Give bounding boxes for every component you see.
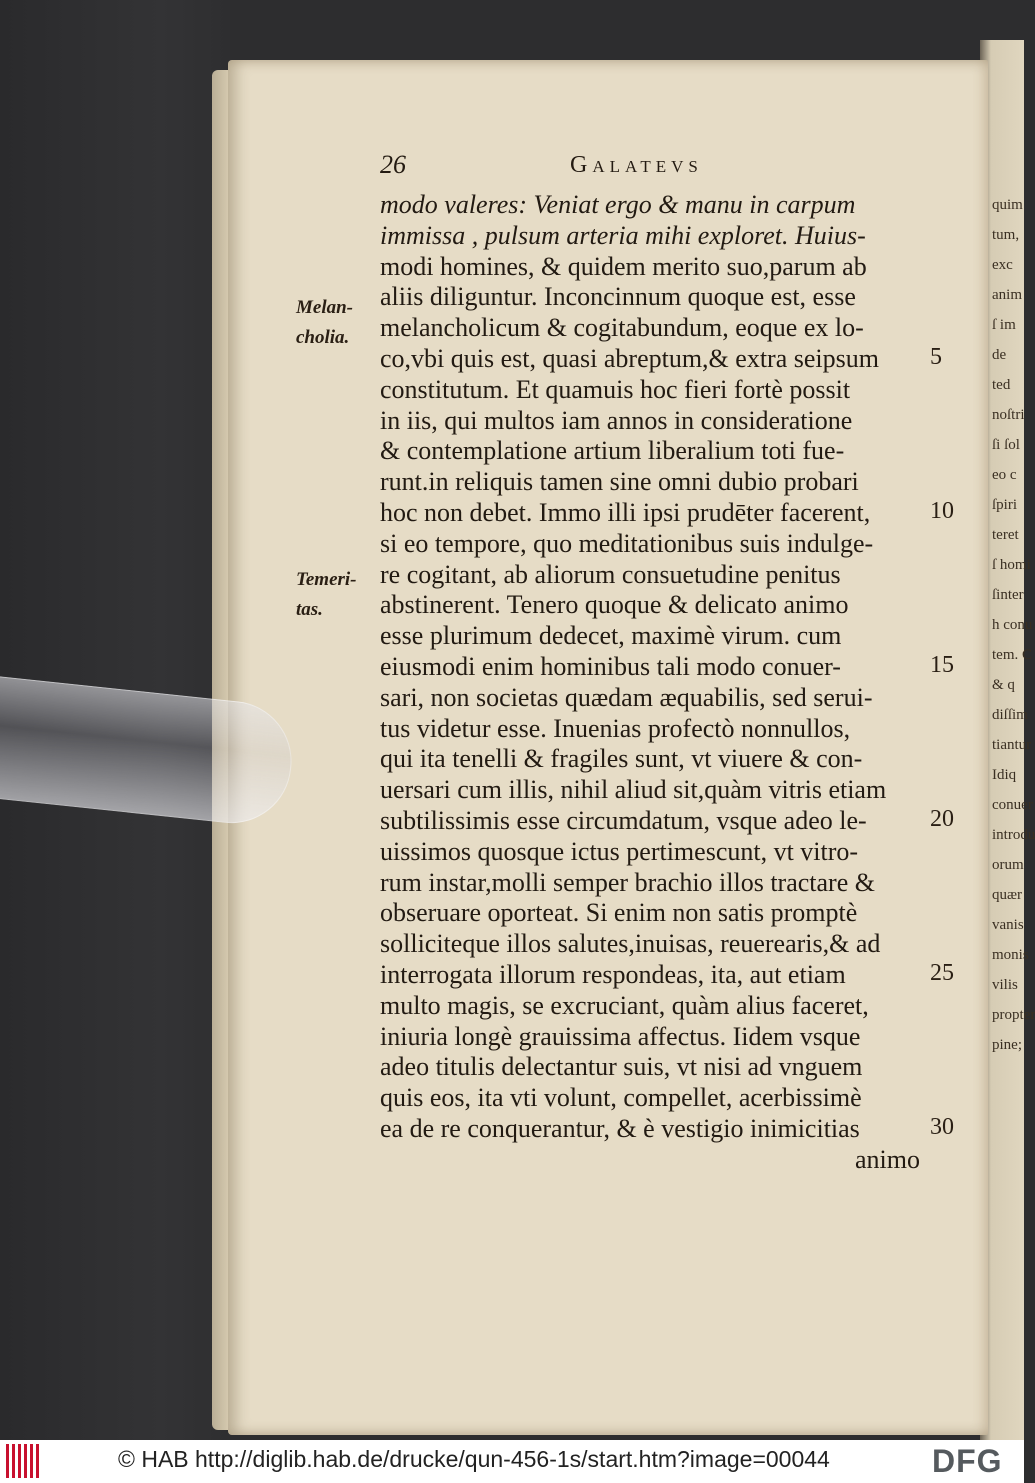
margin-note-melancholia [296,293,353,353]
facing-page-fragment: vilis [992,977,1018,993]
margin-note-temeritas [296,565,357,625]
text-line: si eo tempore, quo meditationibus suis indulge- [380,528,874,558]
facing-page-fragment: ted [992,377,1011,393]
text-line: subtilissimis esse circumdatum, vsque adeo le- [380,805,867,835]
facing-page-fragment: pine; [992,1037,1022,1053]
text-line: uersari cum illis, nihil aliud sit,quàm vitris etiam [380,775,887,805]
catchword: animo [855,1144,920,1174]
margin-note-line: Melan- [296,297,353,318]
facing-page-fragment: tem. C [992,647,1032,663]
text-line: eiusmodi enim hominibus tali modo conuer- [380,651,841,681]
facing-page-fragment: monis [992,947,1029,963]
facing-page-fragment: diſſim [992,707,1028,723]
facing-page-fragment: conuer [992,797,1033,813]
facing-page-fragment: ſinter [992,587,1024,603]
facing-page-fragment: vanis [992,917,1024,933]
facing-page-fragment: ſ im [992,317,1016,333]
line-number: 10 [930,498,954,524]
text-line: co,vbi quis est, quasi abreptum,& extra seipsum [380,343,879,373]
text-line: immissa , pulsum arteria mihi exploret. Huius- [380,220,866,250]
facing-page-fragment: anim [992,287,1022,303]
text-line: rum instar,molli semper brachio illos tractare & [380,867,875,897]
text-line: modi homines, & quidem merito suo,parum ab [380,251,867,281]
text-line: tus videtur esse. Inuenias profectò nonnullos, [380,713,851,743]
margin-note-line: cholia. [296,327,350,348]
facing-page-fragment: tiantur [992,737,1032,753]
running-title: Galatevs [570,152,703,178]
facing-page-fragment: Idiq [992,767,1017,783]
facing-page-fragment: de [992,347,1007,363]
text-line: hoc non debet. Immo illi ipsi prudēter facerent, [380,497,871,527]
facing-page-fragment: propter [992,1007,1035,1023]
text-line: solliciteque illos salutes,inuisas, reuerearis,& ad [380,929,881,959]
text-line: aliis diliguntur. Inconcinnum quoque est, esse [380,282,856,312]
text-line: obseruare oporteat. Si enim non satis promptè [380,898,858,928]
facing-page-fragment: exc [992,257,1013,273]
line-number: 20 [930,806,954,832]
text-line: re cogitant, ab aliorum consuetudine penitus [380,559,841,589]
line-number: 25 [930,960,954,986]
text-line: abstinerent. Tenero quoque & delicato animo [380,590,849,620]
text-line: interrogata illorum respondeas, ita, aut etiam [380,959,846,989]
page-number: 26 [380,150,406,179]
text-line: esse plurimum dedecet, maximè virum. cum [380,621,842,651]
facing-page-fragment: tum, [992,227,1020,243]
text-line: iniuria longè grauissima affectus. Iidem vsque [380,1021,861,1051]
margin-note-line: Temeri- [296,569,357,590]
facing-page-fragment: eo c [992,467,1017,483]
text-line: ea de re conquerantur, & è vestigio inimicitias [380,1113,860,1143]
text-line: qui ita tenelli & fragiles sunt, vt viuere & con- [380,744,863,774]
footer-bar [0,1440,1024,1483]
line-number: 5 [930,344,942,370]
facing-page-fragment: ſi ſol [992,437,1020,453]
text-line: quis eos, ita vti volunt, compellet, acerbissimè [380,1083,862,1113]
facing-page-fragment: teret [992,527,1019,543]
facing-page-fragment: noſtri [992,407,1025,423]
text-line: multo magis, se excruciant, quàm alius faceret, [380,990,869,1020]
facing-page-fragment: ſ homi [992,557,1031,573]
copyright-url[interactable]: © HAB http://diglib.hab.de/drucke/qun-456-1s/start.htm?image=00044 [118,1446,830,1472]
facing-page-fragment: ſpiri [992,497,1017,513]
text-line: uissimos quosque ictus pertimescunt, vt vitro- [380,836,859,866]
facing-page-fragment: quim [992,197,1023,213]
text-line: adeo titulis delectantur suis, vt nisi ad vnguem [380,1052,863,1082]
dfg-logo: DFG [932,1443,1003,1479]
hab-logo-icon [6,1444,42,1478]
facing-page-text-fragments [992,190,1035,1190]
text-line: in iis, qui multos iam annos in consideratione [380,405,853,435]
text-line: & contemplatione artium liberalium toti fue- [380,436,845,466]
facing-page-fragment: orum [992,857,1024,873]
margin-note-line: tas. [296,599,323,620]
text-line: constitutum. Et quamuis hoc fieri fortè possit [380,374,851,404]
page-header [380,150,940,186]
text-line: runt.in reliquis tamen sine omni dubio probari [380,467,859,497]
facing-page-fragment: quær [992,887,1022,903]
text-line: melancholicum & cogitabundum, eoque ex lo- [380,313,864,343]
line-number: 15 [930,652,954,678]
facing-page-fragment: h conu [992,617,1033,633]
facing-page-fragment: & q [992,677,1015,693]
body-text [380,190,920,1176]
line-number: 30 [930,1114,954,1140]
facing-page-fragment: introdu [992,827,1035,843]
text-line: sari, non societas quædam æquabilis, sed serui- [380,682,873,712]
text-line: modo valeres: Veniat ergo & manu in carpum [380,190,856,219]
